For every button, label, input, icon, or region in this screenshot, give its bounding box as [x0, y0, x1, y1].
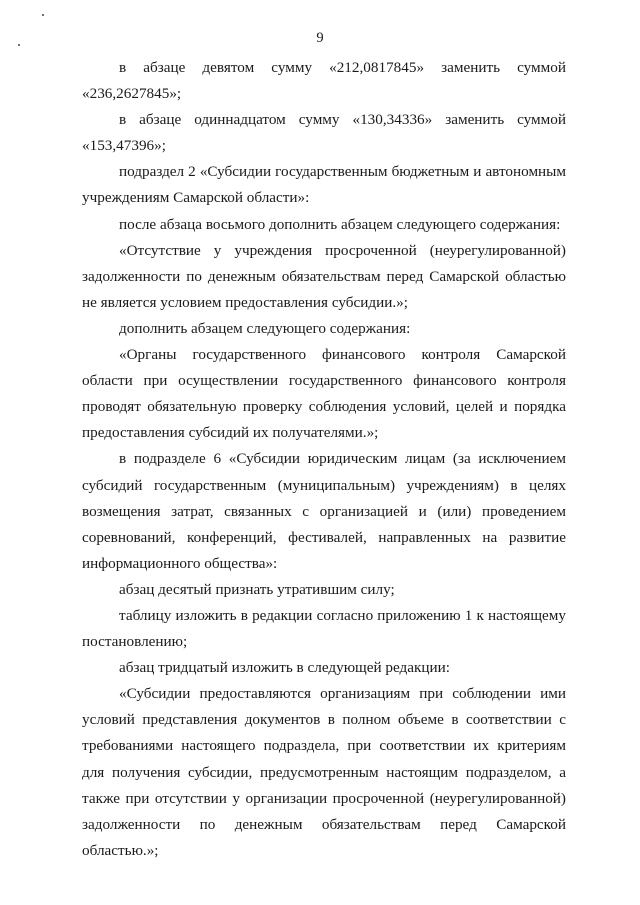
paragraph: дополнить абзацем следующего содержания:: [119, 319, 411, 337]
paragraph: абзац тридцатый изложить в следующей редакции:: [119, 659, 450, 677]
paragraph: в абзаце одиннадцатом сумму «130,34336» заменить суммой «153,47396»;: [82, 111, 566, 155]
paragraph: «Органы государственного финансового контроля Самарской области при осуществлении государственного финансового контроля проводят обязательную проверку соблюдения условий, целей и порядка предоставления субсидий их получателями.»;: [82, 346, 566, 442]
paragraph: в абзаце девятом сумму «212,0817845» заменить суммой «236,2627845»;: [82, 59, 566, 103]
page-number: 9: [316, 30, 324, 46]
paragraph: абзац десятый признать утратившим силу;: [119, 580, 395, 598]
paragraph: в подразделе 6 «Субсидии юридическим лицам (за исключением субсидий государственным (муниципальным) учреждениям) в целях возмещения затрат, связанных с организацией и (или) проведением соревнований, конференций, фестивалей, направленных на развитие информационного общества»:: [82, 450, 566, 572]
paragraph: таблицу изложить в редакции согласно приложению 1 к настоящему постановлению;: [82, 606, 566, 651]
scan-speck: [42, 14, 44, 16]
paragraph: «Отсутствие у учреждения просроченной (неурегулированной) задолженности по денежным обязательствам перед Самарской областью не является условием предоставления субсидии.»;: [82, 241, 566, 311]
paragraph: «Субсидии предоставляются организациям при соблюдении ими условий представления документов в полном объеме в соответствии с требованиями настоящего подраздела, при соответствии их критериям для получения субсидии, предусмотренным настоящим подразделом, а также при отсутствии у организации просроченной (неурегулированной) задолженности по денежным обязательствам перед Самарской областью.»;: [82, 685, 566, 859]
document-body: [82, 55, 566, 864]
paragraph: после абзаца восьмого дополнить абзацем следующего содержания:: [119, 215, 561, 233]
paragraph: подраздел 2 «Субсидии государственным бюджетным и автономным учреждениям Самарской области»:: [82, 163, 566, 207]
